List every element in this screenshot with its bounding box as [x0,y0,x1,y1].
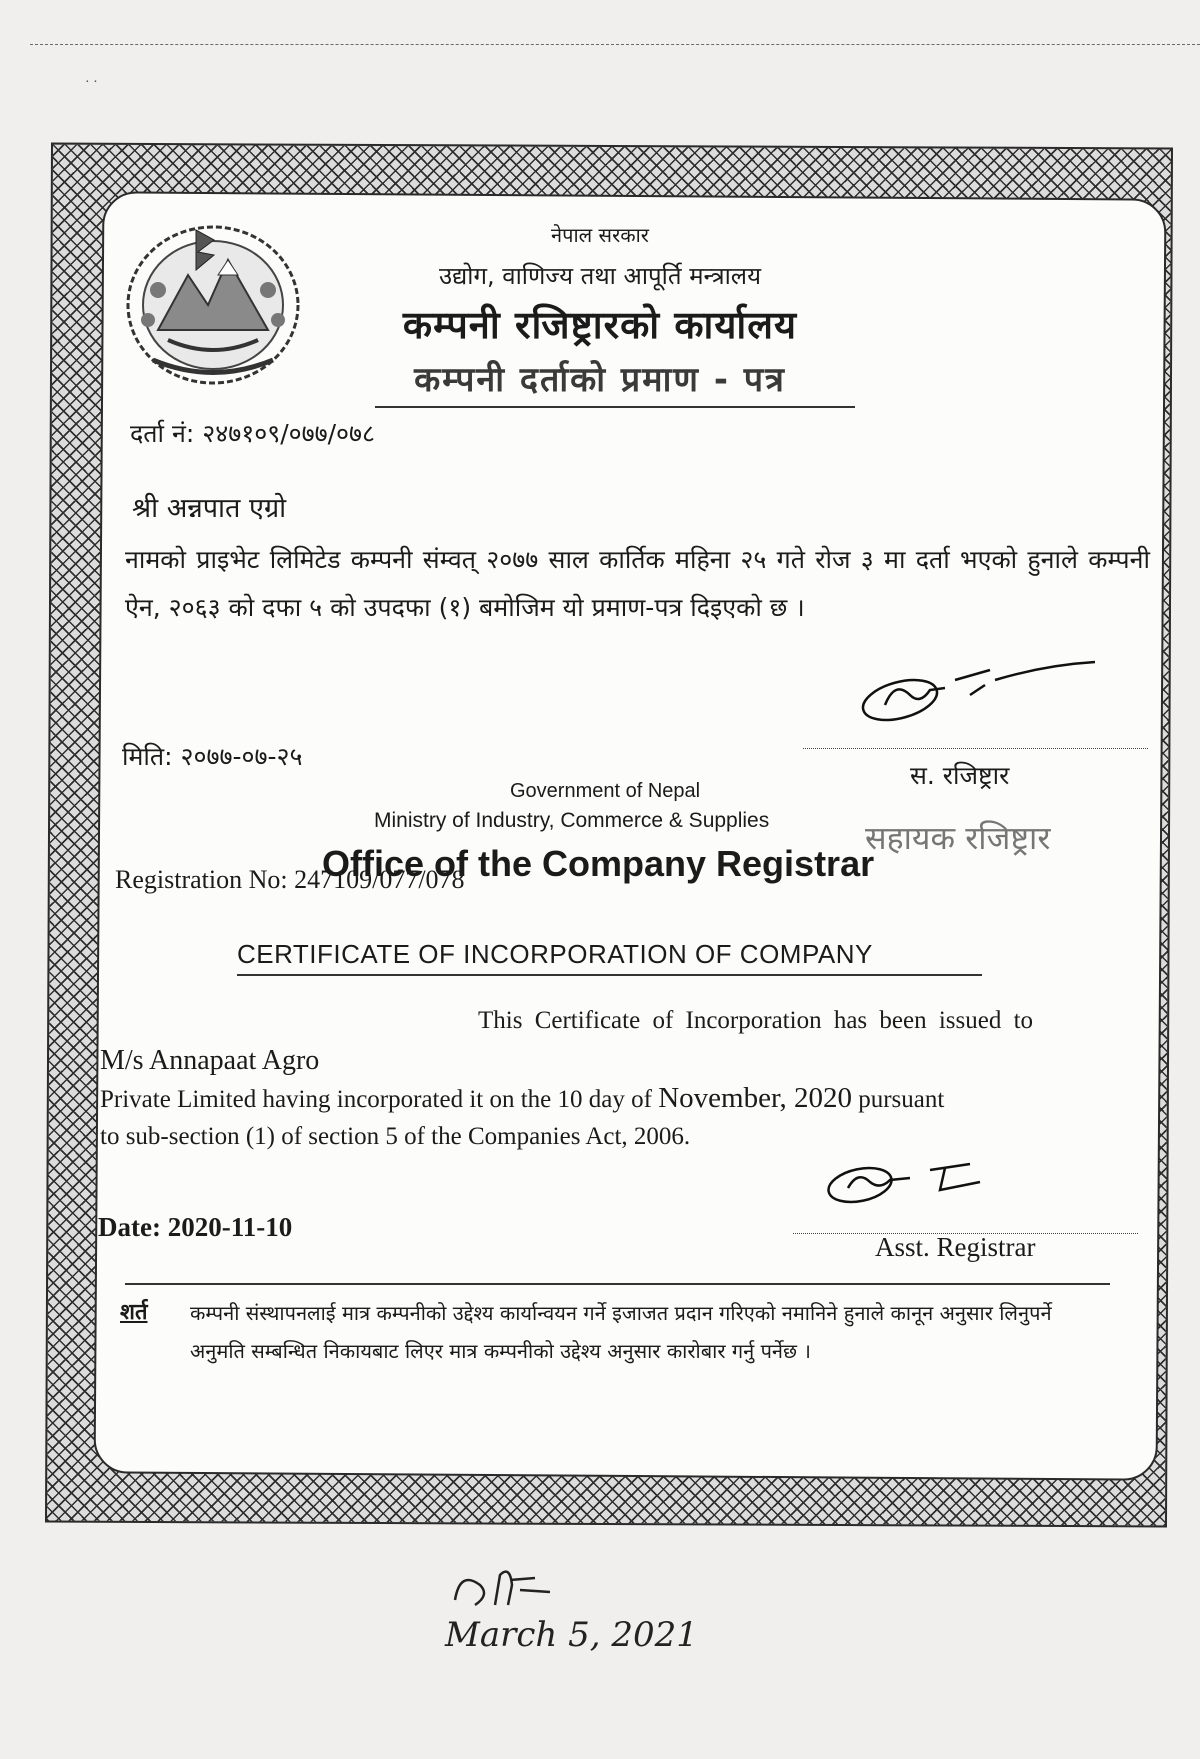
np-registration-number: २४७१०९/०७७/०७८ [202,419,376,448]
en-body-line2: to sub-section (1) of section 5 of the Companies Act, 2006. [100,1123,691,1150]
np-title-underline [375,406,855,408]
nepal-emblem-icon [118,210,308,390]
handwritten-date: March 5, 2021 [445,1615,698,1655]
en-date: Date: 2020-11-10 [98,1212,293,1242]
np-signatory-title: स. रजिष्ट्रार [910,761,1010,790]
condition-label: शर्त [120,1300,148,1325]
en-office-title: Office of the Company Registrar [322,843,875,884]
en-body [100,1080,1140,1155]
signature-icon [845,650,1105,730]
handwritten-initials-icon [440,1560,560,1620]
np-registration [130,416,375,450]
en-signatory-title: Asst. Registrar [875,1232,1036,1262]
en-body-line1-b: pursuant [851,1086,945,1113]
en-certificate-title: CERTIFICATE OF INCORPORATION OF COMPANY [237,939,873,969]
speck-marks: · · [85,75,98,90]
en-government: Government of Nepal [510,780,701,802]
en-ministry: Ministry of Industry, Commerce & Supplies [374,809,770,832]
np-registration-label: दर्ता नं: [130,419,195,448]
en-company-name: M/s Annapaat Agro [100,1045,320,1076]
en-body-month: November, 2020 [658,1082,852,1114]
np-recipient: श्री अन्नपात एग्रो [132,493,287,524]
signature-icon [820,1150,1000,1210]
np-date: मिति: २०७७-०७-२५ [122,742,303,771]
np-paragraph: नामको प्राइभेट लिमिटेड कम्पनी संम्वत् २०७७ साल कार्तिक महिना २५ गते रोज ३ मा दर्ता भएको हुनाले कम्पनी ऐन, २०६३ को दफा ५ को उपदफा (१) बमोजिम यो प्रमाण-पत्र दिइएको छ । [125,545,1150,622]
np-office-title: कम्पनी रजिष्ट्रारको कार्यालय [402,303,798,347]
en-body-line1-a: Private Limited having incorporated it on the 10 day of [100,1086,659,1113]
condition-text: कम्पनी संस्थापनलाई मात्र कम्पनीको उद्देश्य कार्यान्वयन गर्ने इजाजत प्रदान गरिएको नमानिने हुनाले कानून अनुसार लिनुपर्ने अनुमति सम्बन्धित निकायबाट लिएर मात्र कम्पनीको उद्देश्य अनुसार कारोबार गर्नु पर्नेछ । [190,1301,1052,1363]
en-body-line1 [100,1080,1140,1118]
np-assistant-stamp: सहायक रजिष्ट्रार [865,819,1051,857]
en-issued-text: This Certificate of Incorporation has been issued to [478,1007,1034,1034]
np-ministry: उद्योग, वाणिज्य तथा आपूर्ति मन्त्रालय [438,262,762,290]
np-signature-line [803,748,1148,749]
en-title-underline [237,974,982,976]
page-top-dashed-line [30,44,1200,45]
condition-divider [125,1283,1110,1285]
np-certificate-title: कम्पनी दर्ताको प्रमाण - पत्र [414,360,786,400]
np-government: नेपाल सरकार [551,223,649,247]
en-registration: Registration No: 247109/077/078 [115,865,465,894]
